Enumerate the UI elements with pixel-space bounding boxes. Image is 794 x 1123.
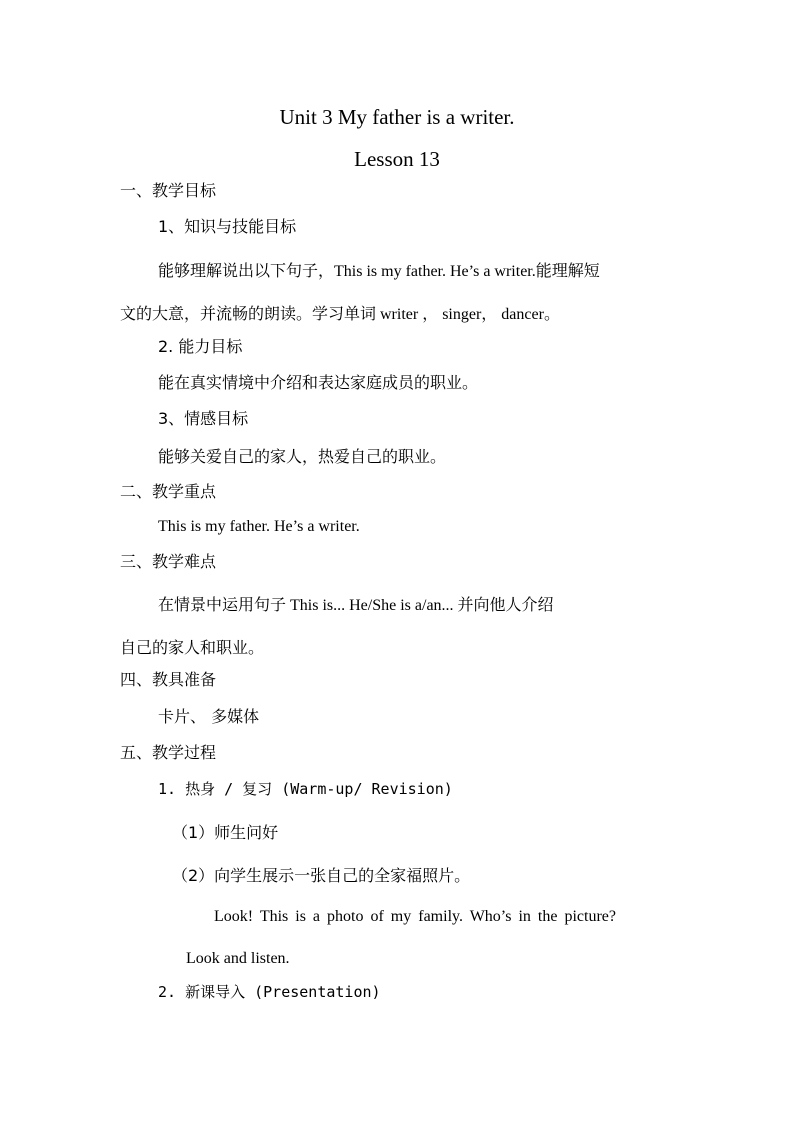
step-item: （1）师生问好 [172, 823, 279, 842]
section-heading-materials: 四、教具准备 [120, 670, 217, 689]
paragraph-line: 在情景中运用句子 This is... He/She is a/an... 并向他人介绍 [158, 597, 554, 614]
section-heading-difficulties: 三、教学难点 [120, 552, 217, 571]
paragraph-line: Look! This is a photo of my family. Who’s in the picture? [214, 908, 616, 925]
paragraph-line: 能在真实情境中介绍和表达家庭成员的职业。 [158, 373, 479, 392]
subheading-emotion: 3、情感目标 [158, 409, 249, 428]
section-heading-objectives: 一、教学目标 [120, 181, 217, 200]
unit-title: Unit 3 My father is a writer. [279, 105, 515, 129]
section-heading-process: 五、教学过程 [120, 743, 217, 762]
paragraph-line: 卡片、 多媒体 [158, 707, 260, 726]
subheading-knowledge-skills: 1、知识与技能目标 [158, 217, 297, 236]
paragraph-line: 能够理解说出以下句子，This is my father. He’s a writer.能理解短 [158, 263, 600, 280]
lesson-title: Lesson 13 [354, 147, 440, 171]
step-heading-warmup: 1. 热身 / 复习 (Warm-up/ Revision) [158, 780, 453, 798]
paragraph-line: 自己的家人和职业。 [120, 638, 265, 657]
subheading-ability: 2. 能力目标 [158, 337, 243, 356]
paragraph-line: This is my father. He’s a writer. [158, 518, 360, 535]
paragraph-line: Look and listen. [186, 950, 290, 967]
step-heading-presentation: 2. 新课导入 (Presentation) [158, 983, 381, 1001]
section-heading-key-points: 二、教学重点 [120, 482, 217, 501]
paragraph-line: 文的大意，并流畅的朗读。学习单词 writer ， singer， dancer。 [120, 306, 560, 323]
step-item: （2）向学生展示一张自己的全家福照片。 [172, 866, 471, 885]
paragraph-line: 能够关爱自己的家人，热爱自己的职业。 [158, 447, 447, 466]
